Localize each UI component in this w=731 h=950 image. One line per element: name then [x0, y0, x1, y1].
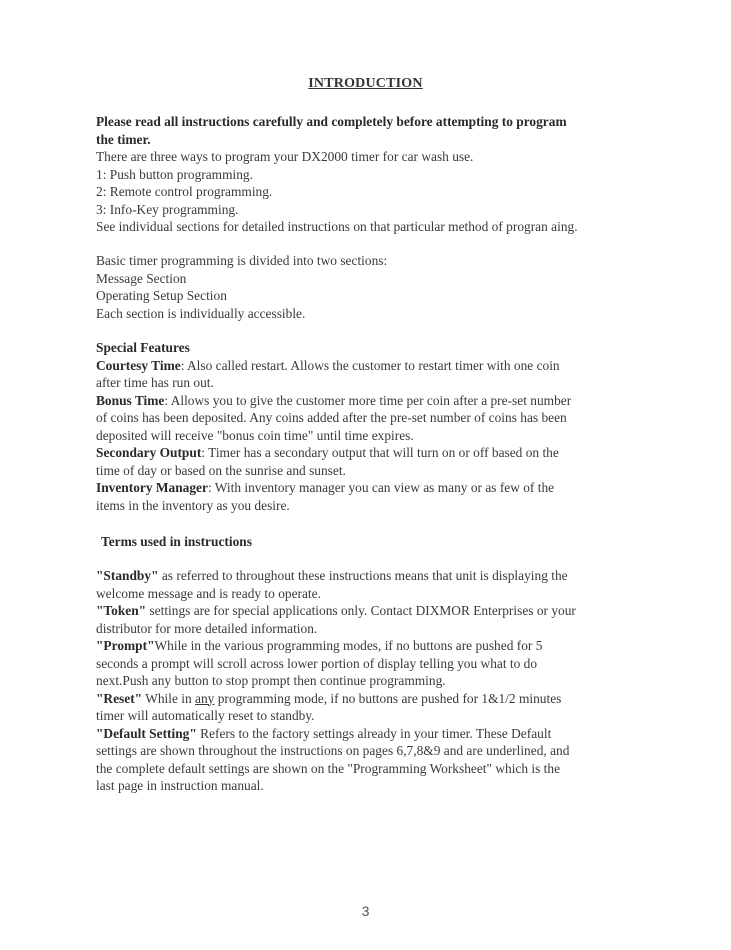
- term-text: welcome message and is ready to operate.: [96, 585, 321, 601]
- term-label: "Prompt": [96, 638, 155, 653]
- term-text: seconds a prompt will scroll across lower portion of display telling you what to do: [96, 655, 538, 671]
- feature-term: Courtesy Time: [96, 357, 181, 373]
- method-item: 1: Push button programming.: [96, 166, 253, 182]
- intro-line: There are three ways to program your DX2000 timer for car wash use.: [96, 149, 474, 164]
- terms-heading-block: [101, 533, 661, 551]
- warning-line: the timer.: [96, 131, 151, 147]
- term-text: settings are for special applications only. Contact DIXMOR Enterprises or your: [146, 603, 576, 618]
- term-text: as referred to throughout these instructions means that unit is displaying the: [158, 568, 568, 583]
- section-heading: Special Features: [96, 340, 190, 355]
- intro-section: [96, 113, 656, 236]
- feature-text: time of day or based on the sunrise and sunset.: [96, 462, 346, 478]
- term-text: While in the various programming modes, if no buttons are pushed for 5: [154, 638, 543, 653]
- feature-bonus: [96, 392, 656, 410]
- basic-line: Message Section: [96, 270, 187, 286]
- method-item: 3: Info-Key programming.: [96, 201, 239, 217]
- feature-text: deposited will receive "bonus coin time" until time expires.: [96, 427, 414, 443]
- feature-term: Inventory Manager: [96, 480, 208, 495]
- term-emphasis: any: [195, 690, 215, 706]
- feature-text: : Timer has a secondary output that will turn on or off based on the: [201, 445, 559, 460]
- term-label: "Token": [96, 603, 147, 618]
- page-title: INTRODUCTION: [308, 76, 423, 91]
- feature-text: : Allows you to give the customer more time per coin after a pre-set number: [164, 392, 572, 408]
- term-label: "Default Setting": [96, 725, 197, 741]
- feature-courtesy: [96, 357, 656, 375]
- term-text: While in: [142, 690, 196, 706]
- feature-text: : With inventory manager you can view as many or as few of the: [207, 480, 555, 495]
- feature-term: Secondary Output: [96, 445, 202, 460]
- term-text: next.Push any button to stop prompt then continue programming.: [96, 673, 446, 688]
- term-text: settings are shown throughout the instructions on pages 6,7,8&9 and are underlined, and: [96, 743, 570, 758]
- term-text: Refers to the factory settings already in your timer. These Default: [196, 725, 552, 741]
- intro-line: See individual sections for detailed instructions on that particular method of progran aing.: [96, 219, 578, 234]
- feature-text: of coins has been deposited. Any coins added after the pre-set number of coins has been: [96, 410, 567, 425]
- term-label: "Standby": [96, 568, 159, 583]
- feature-term: Bonus Time: [96, 392, 165, 408]
- page-number: 3: [361, 903, 370, 919]
- basic-line: Each section is individually accessible.: [96, 305, 306, 321]
- term-text: last page in instruction manual.: [96, 778, 264, 793]
- term-text: the complete default settings are shown on the "Programming Worksheet" which is the: [96, 760, 561, 776]
- basic-line: Basic timer programming is divided into two sections:: [96, 253, 388, 268]
- term-reset: [96, 690, 656, 708]
- special-features-section: [96, 339, 656, 514]
- feature-text: items in the inventory as you desire.: [96, 497, 290, 513]
- term-prompt: [96, 637, 656, 655]
- feature-text: : Also called restart. Allows the customer to restart timer with one coin: [180, 357, 560, 373]
- basic-section: [96, 252, 656, 322]
- term-standby: [96, 567, 656, 585]
- basic-line: Operating Setup Section: [96, 288, 227, 303]
- term-token: [96, 602, 656, 620]
- terms-section: [96, 567, 656, 795]
- term-text: distributor for more detailed information.: [96, 620, 318, 636]
- method-item: 2: Remote control programming.: [96, 184, 273, 199]
- feature-text: after time has run out.: [96, 375, 214, 390]
- feature-secondary: [96, 444, 656, 462]
- warning-line: Please read all instructions carefully and completely before attempting to program: [96, 114, 567, 129]
- term-default: [96, 725, 656, 743]
- feature-inventory: [96, 479, 656, 497]
- term-text: timer will automatically reset to standby.: [96, 708, 315, 723]
- section-heading: Terms used in instructions: [101, 534, 252, 549]
- term-label: "Reset": [96, 690, 143, 706]
- term-text: programming mode, if no buttons are pushed for 1&1/2 minutes: [214, 690, 562, 706]
